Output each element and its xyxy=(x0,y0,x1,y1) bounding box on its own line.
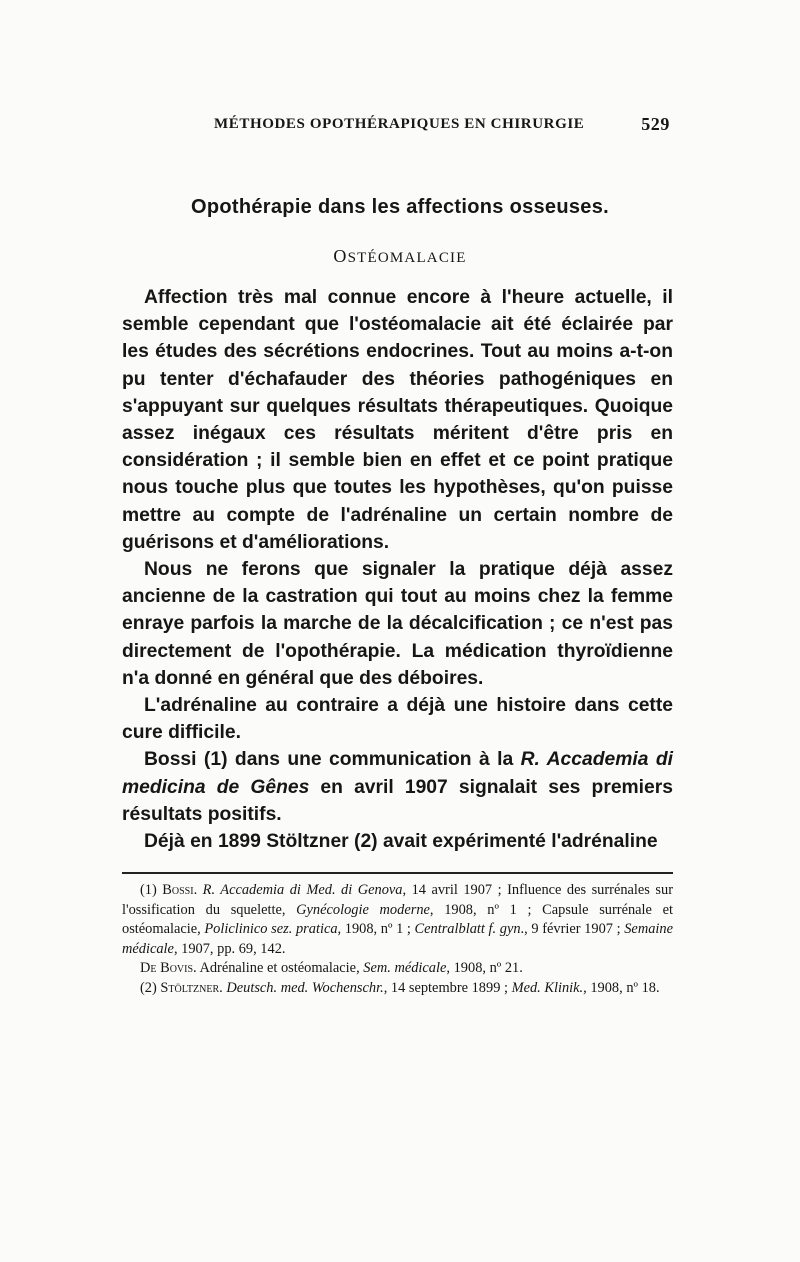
footnote-1b-text: . Adrénaline et ostéomalacie, xyxy=(193,960,364,977)
footnote-rule xyxy=(122,872,673,874)
footnote-1-text: . xyxy=(193,882,203,898)
footnote-1-journal: Policlinico sez. pratica xyxy=(204,921,338,938)
body-text xyxy=(122,284,673,855)
footnote-1b-journal: Sem. médicale xyxy=(363,960,447,977)
footnote-2-text: , 14 septembre 1899 ; xyxy=(383,979,512,996)
footnote-2-marker: (2) xyxy=(140,979,161,996)
footnote-1 xyxy=(122,881,673,959)
paragraph-4-text-b: en avril 1907 signalait ses premiers résultats positifs. xyxy=(122,776,673,825)
footnote-1b-author: De Bovis xyxy=(140,960,194,977)
paragraph-1: Affection très mal connue encore à l'heure actuelle, il semble cependant que l'ostéomalacie ait été éclairée par les études des sécrétions endocrines. Tout au moins a-t-on pu tenter d'échafauder des théories pathogéniques en s'appuyant sur quelques résultats thérapeutiques. Quoique assez inégaux ces résultats méritent d'être pris en considération ; il semble bien en effet et ce point pratique nous touche plus que toutes les hypothèses, qu'on puisse mettre au compte de l'adrénaline un certain nombre de guérisons et d'améliorations. xyxy=(122,287,673,553)
footnotes xyxy=(122,881,673,999)
footnote-1-journal: Centralblatt f. gyn xyxy=(414,921,521,938)
footnote-1-text: , 1908, nº 1 ; Capsule surrénale et ostéomalacie, xyxy=(122,901,674,938)
footnote-1-text: , 14 avril 1907 ; Influence des surrénales sur l'ossification du squelette, xyxy=(122,882,673,918)
running-head-title: MÉTHODES OPOTHÉRAPIQUES EN CHIRURGIE xyxy=(214,116,585,132)
paragraph-4-italic: R. Accademia di medicina de Gênes xyxy=(122,749,673,798)
footnote-2 xyxy=(122,979,673,999)
footnote-1-text: ., 9 février 1907 ; xyxy=(520,921,625,938)
section-title: Opothérapie dans les affections osseuses. xyxy=(191,196,609,218)
footnote-1-text: , 1907, pp. 69, 142. xyxy=(173,940,286,957)
paragraph-4 xyxy=(122,746,673,828)
paragraph-4-text-a: Bossi (1) dans une communication à la xyxy=(144,749,521,771)
footnote-2-text: , 1908, nº 18. xyxy=(583,979,660,996)
footnote-2-journal: Med. Klinik. xyxy=(511,979,584,996)
footnote-1-journal: Gynécologie moderne xyxy=(296,901,430,918)
footnote-1-text: , 1908, nº 1 ; xyxy=(337,921,415,938)
footnote-1-marker: (1) xyxy=(140,882,163,898)
footnote-2-journal: Deutsch. med. Wochenschr. xyxy=(226,979,384,996)
paragraph-2: Nous ne ferons que signaler la pratique déjà assez ancienne de la castration qui tout au moins chez la femme enraye parfois la marche de la décalcification ; ce n'est pas directement de l'opothérapie. La médication thyroïdienne n'a donné en général que des déboires. xyxy=(122,559,673,689)
paragraph-3: L'adrénaline au contraire a déjà une histoire dans cette cure difficile. xyxy=(122,695,673,744)
footnote-1-journal: R. Accademia di Med. di Genova xyxy=(202,882,403,898)
page-number: 529 xyxy=(641,114,670,134)
footnote-1-author: Bossi xyxy=(162,882,194,898)
footnote-2-text: . xyxy=(219,979,227,996)
subsection-title: OSTÉOMALACIE xyxy=(333,246,467,266)
footnote-2-author: Stöltzner xyxy=(160,979,220,996)
footnote-1b xyxy=(122,959,673,979)
footnote-1b-text: , 1908, nº 21. xyxy=(446,960,523,977)
paragraph-5: Déjà en 1899 Stöltzner (2) avait expérimenté l'adrénaline xyxy=(144,831,658,853)
footnote-1-journal: Semaine médicale xyxy=(122,921,673,957)
